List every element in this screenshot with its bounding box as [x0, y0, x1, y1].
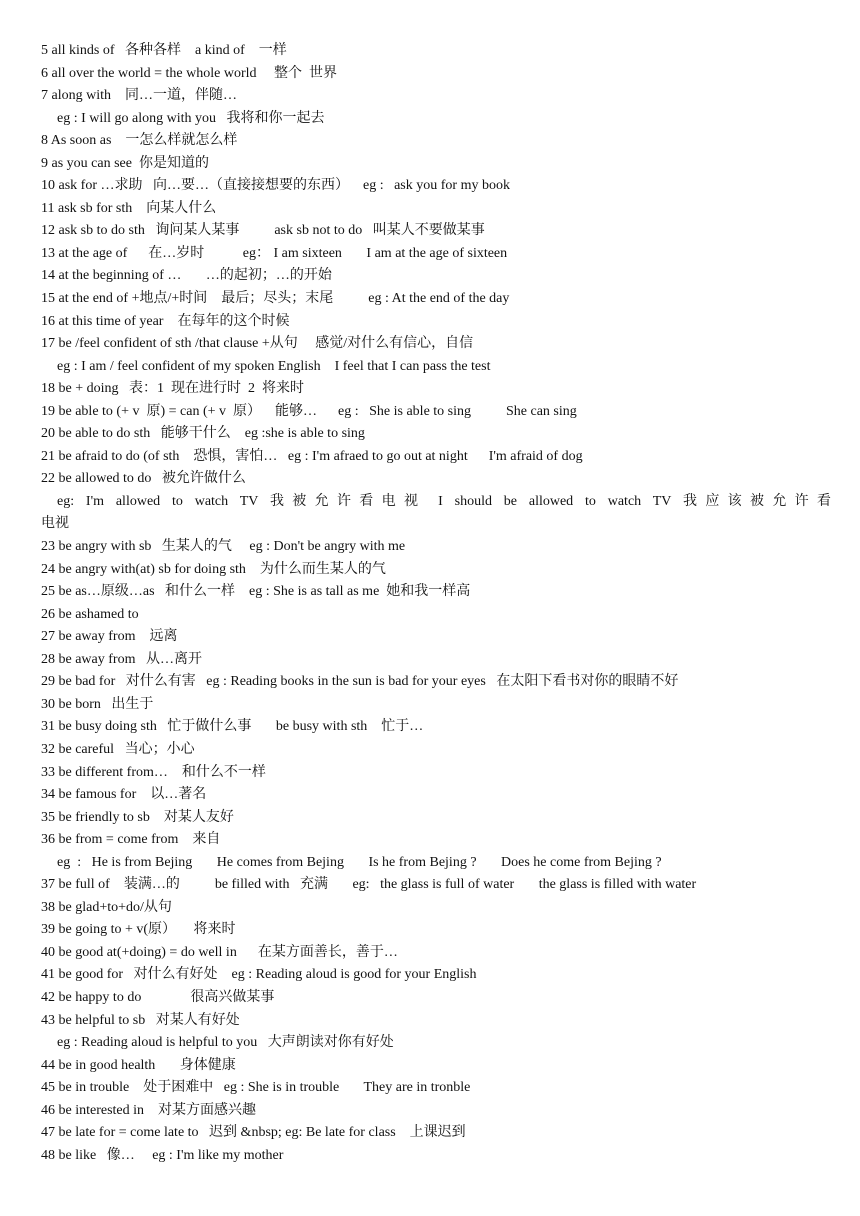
example-line-22: eg: I'm allowed to watch TV 我被允许看电视 I should be allowed to watch TV 我应该被允许看 — [57, 493, 831, 509]
phrase-line-6: 6 all over the world = the whole world 整个 世界 — [41, 65, 338, 81]
phrase-line-29: 29 be bad for 对什么有害 eg : Reading books in the sun is bad for your eyes 在太阳下看书对你的眼睛不好 — [41, 674, 679, 690]
phrase-line-44: 44 be in good health 身体健康 — [41, 1057, 236, 1073]
phrase-line-10: 10 ask for …求助 向…要…（直接接想要的东西） eg : ask you for my book — [41, 178, 510, 194]
phrase-line-20: 20 be able to do sth 能够干什么 eg :she is able to sing — [41, 426, 365, 442]
phrase-line-18: 18 be + doing 表：1 现在进行时 2 将来时 — [41, 381, 304, 397]
phrase-line-22: 22 be allowed to do 被允许做什么 — [41, 471, 246, 487]
phrase-line-35: 35 be friendly to sb 对某人友好 — [41, 809, 234, 825]
phrase-line-5: 5 all kinds of 各种各样 a kind of 一样 — [41, 43, 287, 58]
phrase-line-21: 21 be afraid to do (of sth 恐惧，害怕… eg : I'm afraed to go out at night I'm afraid of dog — [41, 448, 583, 464]
phrase-line-15: 15 at the end of +地点/+时间 最后；尽头；末尾 eg : At the end of the day — [41, 291, 510, 307]
phrase-line-26: 26 be ashamed to — [41, 606, 139, 622]
phrase-line-45: 45 be in trouble 处于困难中 eg : She is in trouble They are in tronble — [41, 1080, 471, 1096]
phrase-line-36: 36 be from = come from 来自 — [41, 832, 221, 848]
phrase-line-38: 38 be glad+to+do/从句 — [41, 899, 172, 915]
phrase-line-14: 14 at the beginning of … …的起初；…的开始 — [41, 268, 332, 284]
phrase-line-46: 46 be interested in 对某方面感兴趣 — [41, 1102, 257, 1118]
phrase-line-7: 7 along with 同…一道，伴随… — [41, 88, 237, 104]
phrase-line-13: 13 at the age of 在…岁时 eg： I am sixteen I am at the age of sixteen — [41, 245, 508, 261]
phrase-line-43: 43 be helpful to sb 对某人有好处 — [41, 1012, 240, 1028]
phrase-line-40: 40 be good at(+doing) = do well in 在某方面善长，善于… — [41, 944, 398, 960]
phrase-line-27: 27 be away from 远离 — [41, 629, 178, 645]
example-line-36: eg : He is from Bejing He comes from Bejing Is he from Bejing ? Does he come from Bejing ? — [57, 854, 662, 870]
phrase-line-19: 19 be able to (+ v 原) = can (+ v 原） 能够… eg : She is able to sing She can sing — [41, 403, 577, 419]
phrase-line-28: 28 be away from 从…离开 — [41, 651, 202, 667]
phrase-line-47: 47 be late for = come late to 迟到 &nbsp; eg: Be late for class 上课迟到 — [41, 1125, 466, 1141]
phrase-line-12: 12 ask sb to do sth 询问某人某事 ask sb not to do 叫某人不要做某事 — [41, 223, 485, 239]
example-line-22-continued: 电视 — [41, 516, 69, 532]
phrase-line-39: 39 be going to + v(原） 将来时 — [41, 922, 236, 938]
phrase-line-31: 31 be busy doing sth 忙于做什么事 be busy with sth 忙于… — [41, 719, 424, 735]
phrase-line-37: 37 be full of 装满…的 be filled with 充满 eg: the glass is full of water the glass is filled with water — [41, 877, 697, 893]
phrase-line-23: 23 be angry with sb 生某人的气 eg : Don't be angry with me — [41, 539, 406, 555]
phrase-line-16: 16 at this time of year 在每年的这个时候 — [41, 313, 290, 329]
phrase-line-11: 11 ask sb for sth 向某人什么 — [41, 200, 217, 216]
phrase-line-42: 42 be happy to do 很高兴做某事 — [41, 989, 275, 1005]
phrase-line-30: 30 be born 出生于 — [41, 696, 154, 712]
phrase-line-9: 9 as you can see 你是知道的 — [41, 155, 209, 171]
phrase-line-33: 33 be different from… 和什么不一样 — [41, 764, 266, 780]
phrase-line-24: 24 be angry with(at) sb for doing sth 为什么而生某人的气 — [41, 561, 386, 577]
example-line-17: eg : I am / feel confident of my spoken English I feel that I can pass the test — [57, 358, 491, 374]
phrase-line-34: 34 be famous for 以…著名 — [41, 787, 207, 803]
phrase-line-32: 32 be careful 当心；小心 — [41, 741, 195, 757]
document-page — [41, 40, 831, 1167]
phrase-line-8: 8 As soon as 一怎么样就怎么样 — [41, 133, 238, 149]
example-line-43: eg : Reading aloud is helpful to you 大声朗读对你有好处 — [57, 1035, 394, 1051]
phrase-line-17: 17 be /feel confident of sth /that clause +从句 感觉/对什么有信心，自信 — [41, 336, 474, 352]
example-line-7: eg : I will go along with you 我将和你一起去 — [57, 110, 325, 126]
phrase-line-48: 48 be like 像… eg : I'm like my mother — [41, 1147, 284, 1163]
phrase-line-25: 25 be as…原级…as 和什么一样 eg : She is as tall as me 她和我一样高 — [41, 584, 471, 600]
phrase-line-41: 41 be good for 对什么有好处 eg : Reading aloud is good for your English — [41, 967, 477, 983]
